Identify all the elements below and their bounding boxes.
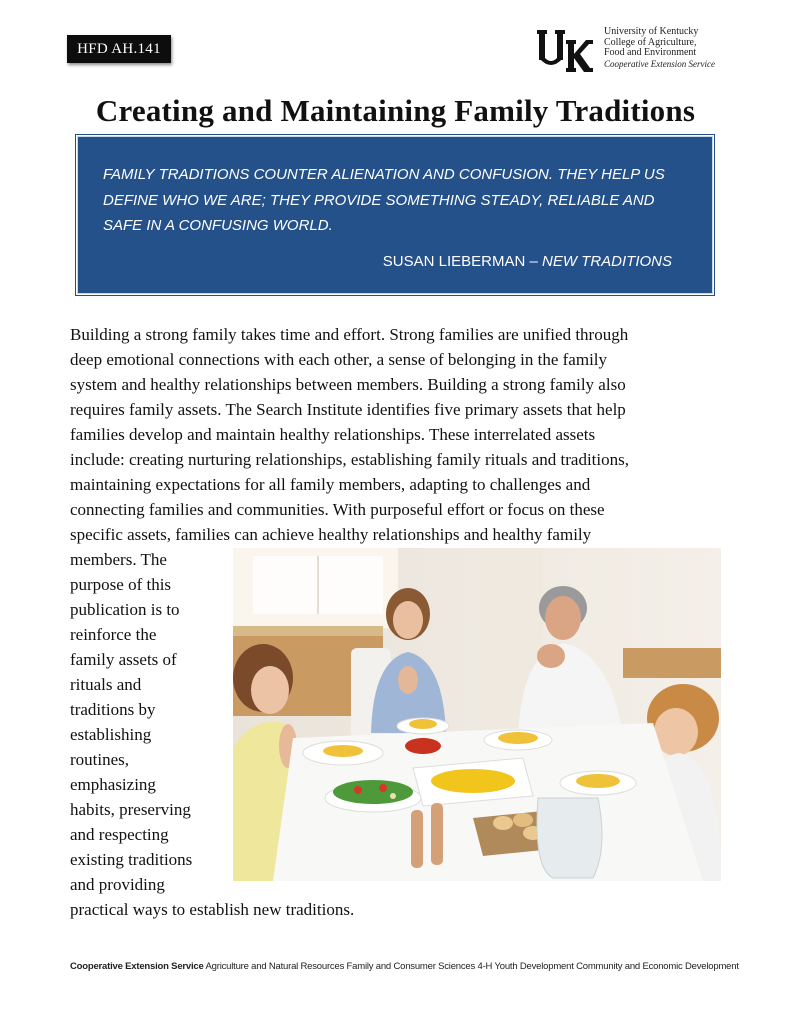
quote-box — [77, 136, 713, 294]
quote-line: SAFE IN A CONFUSING WORLD. — [103, 217, 333, 234]
body-line: requires family assets. The Search Institute identifies five primary assets that help — [70, 400, 626, 419]
body-line: publication is to — [70, 600, 180, 619]
body-line: system and healthy relationships between members. Building a strong family also — [70, 375, 626, 394]
quote-line: DEFINE WHO WE ARE; THEY PROVIDE SOMETHING STEADY, RELIABLE AND — [103, 191, 655, 209]
publication-code-badge: HFD AH.141 — [67, 35, 171, 63]
org-line: College of Agriculture, — [604, 36, 697, 48]
body-line: Building a strong family takes time and effort. Strong families are unified through — [70, 325, 629, 344]
quote-book-title: NEW TRADITIONS — [542, 253, 672, 270]
quote-line: FAMILY TRADITIONS COUNTER ALIENATION AND CONFUSION. THEY HELP US — [103, 166, 665, 183]
body-paragraph-wrapped — [70, 547, 192, 897]
body-line: connecting families and communities. With purposeful effort or focus on these — [70, 500, 605, 519]
body-line: existing traditions — [70, 850, 193, 869]
college-name-block — [604, 27, 734, 69]
org-line: Cooperative Extension Service — [604, 58, 715, 69]
body-line: and providing — [70, 875, 165, 894]
body-line: practical ways to establish new traditions. — [70, 900, 355, 919]
quote-attribution — [383, 253, 672, 270]
body-paragraph — [70, 322, 629, 547]
body-line: specific assets, families can achieve healthy relationships and healthy family — [70, 525, 592, 544]
body-line: families develop and maintain healthy relationships. These interrelated assets — [70, 425, 596, 444]
body-line: routines, — [70, 750, 130, 769]
body-line: include: creating nurturing relationships, establishing family rituals and traditions, — [70, 450, 629, 469]
body-line: habits, preserving — [70, 800, 191, 819]
body-line: maintaining expectations for all family members, adapting to challenges and — [70, 475, 591, 494]
uk-logo — [536, 28, 594, 74]
body-line: deep emotional connections with each other, a sense of belonging in the family — [70, 350, 608, 369]
footer-program-areas — [70, 961, 739, 972]
body-line: establishing — [70, 725, 152, 744]
body-line: reinforce the — [70, 625, 157, 644]
body-line: family assets of — [70, 650, 177, 669]
footer-programs: Agriculture and Natural Resources Family and Consumer Sciences 4-H Youth Development Community and Economic Development — [203, 961, 739, 972]
body-line: members. The — [70, 550, 167, 569]
footer-service: Cooperative Extension Service — [70, 961, 204, 972]
family-dinner-photo — [233, 548, 721, 881]
document-title: Creating and Maintaining Family Traditions — [95, 93, 696, 128]
quote-author: SUSAN LIEBERMAN – — [382, 253, 542, 270]
body-line: emphasizing — [70, 775, 156, 794]
org-line: Food and Environment — [604, 47, 697, 58]
body-line: and respecting — [70, 825, 169, 844]
body-line: traditions by — [70, 700, 156, 719]
body-line: purpose of this — [70, 575, 172, 594]
quote-text — [103, 162, 693, 239]
body-line: rituals and — [70, 675, 142, 694]
org-line: University of Kentucky — [604, 26, 699, 37]
